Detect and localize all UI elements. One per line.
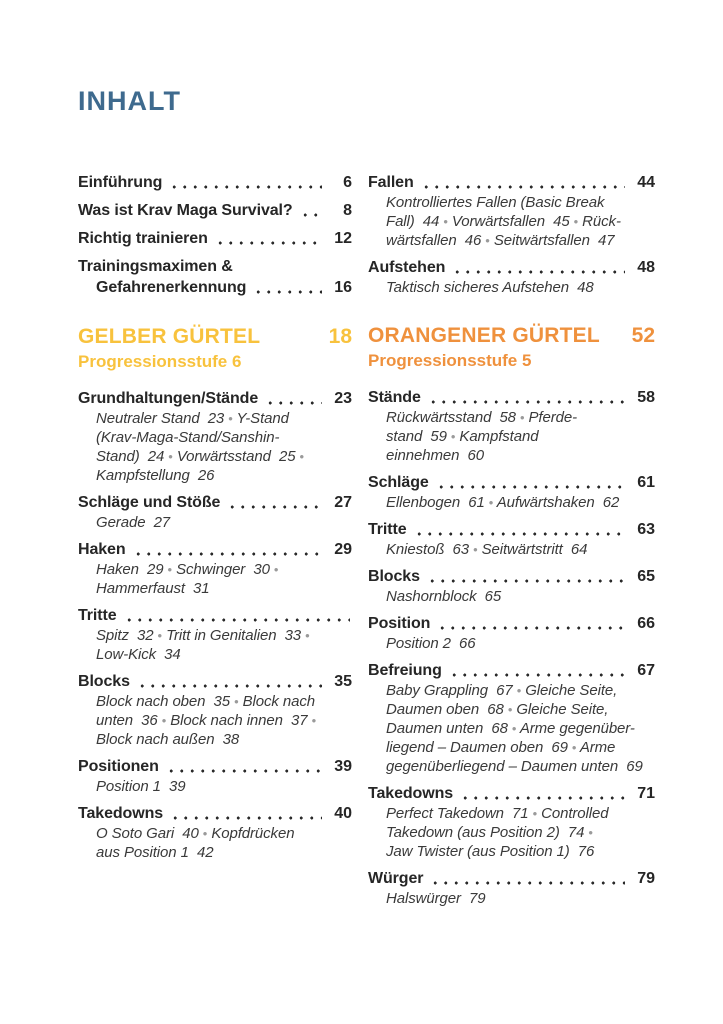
toc-entry-row bbox=[368, 172, 655, 193]
bullet-separator: • bbox=[571, 740, 577, 755]
toc-entry bbox=[368, 519, 655, 559]
toc-subentry-line: Kniestoß 63 • Seitwärtstritt 64 bbox=[386, 541, 588, 558]
toc-entry bbox=[368, 472, 655, 512]
toc-entry-row bbox=[78, 256, 352, 277]
toc-entry-label: Was ist Krav Maga Survival? bbox=[78, 202, 293, 219]
toc-columns bbox=[78, 172, 655, 915]
bullet-separator: • bbox=[161, 713, 167, 728]
toc-entry-row bbox=[368, 472, 655, 493]
leader-dots bbox=[164, 760, 322, 777]
toc-entry-row bbox=[78, 388, 352, 409]
toc-page-number: 61 bbox=[637, 474, 655, 491]
bullet-separator: • bbox=[516, 683, 522, 698]
bullet-separator: • bbox=[450, 429, 456, 444]
toc-entry bbox=[368, 387, 655, 465]
toc-subentry-line: Rückwärtsstand 58 • Pferde- bbox=[386, 409, 578, 426]
leader-dots bbox=[447, 664, 625, 681]
bullet-separator: • bbox=[202, 826, 208, 841]
bullet-separator: • bbox=[305, 628, 310, 643]
toc-subentry-line: Block nach außen 38 bbox=[96, 731, 240, 748]
toc-subentry-line: Gerade 27 bbox=[96, 514, 171, 531]
belt-title-row bbox=[78, 324, 352, 350]
bullet-separator: • bbox=[473, 542, 478, 557]
belt-title: ORANGENER GÜRTEL bbox=[368, 324, 600, 347]
toc-entry-label: Gefahrenerkennung bbox=[96, 279, 247, 296]
bullet-separator: • bbox=[157, 628, 162, 643]
toc-entry bbox=[78, 388, 352, 485]
toc-subentry-line: einnehmen 60 bbox=[386, 447, 484, 464]
toc-entry-label: Positionen bbox=[78, 758, 159, 775]
toc-subentry-line: Block nach oben 35 • Block nach bbox=[96, 693, 316, 710]
belt-subtitle: Progressionsstufe 6 bbox=[78, 352, 242, 371]
leader-dots bbox=[135, 675, 322, 692]
toc-subentry-line: Takedown (aus Position 2) 74 • bbox=[386, 824, 593, 841]
bullet-separator: • bbox=[228, 411, 233, 426]
leader-dots bbox=[213, 232, 322, 249]
toc-subentry-line: Fall) 44 • Vorwärtsfallen 45 • Rück- bbox=[386, 213, 621, 230]
toc-subentry-line: aus Position 1 42 bbox=[96, 844, 214, 861]
toc-entry-row bbox=[78, 200, 352, 221]
belt-page-number: 18 bbox=[328, 325, 352, 348]
toc-entry-label: Stände bbox=[368, 389, 421, 406]
toc-subentry-line: unten 36 • Block nach innen 37 • bbox=[96, 712, 317, 729]
toc-entry bbox=[78, 803, 352, 862]
toc-entry bbox=[368, 566, 655, 606]
toc-entry bbox=[368, 613, 655, 653]
toc-subentry-line: Daumen unten 68 • Arme gegenüber- bbox=[386, 720, 635, 737]
toc-subentry-line: Perfect Takedown 71 • Controlled bbox=[386, 805, 609, 822]
toc-entry-row bbox=[78, 228, 352, 249]
bullet-separator: • bbox=[507, 702, 513, 717]
toc-subentry-line: Low-Kick 34 bbox=[96, 646, 181, 663]
toc-subentry-line: Haken 29 • Schwinger 30 • bbox=[96, 561, 279, 578]
toc-entry bbox=[78, 671, 352, 749]
toc-entry-row bbox=[368, 660, 655, 681]
belt-subtitle: Progressionsstufe 5 bbox=[368, 351, 532, 370]
toc-page-number: 79 bbox=[637, 870, 655, 887]
toc-entry-row bbox=[78, 492, 352, 513]
toc-entry-row bbox=[368, 387, 655, 408]
toc-page-number: 66 bbox=[637, 615, 655, 632]
toc-subentry-line: Daumen oben 68 • Gleiche Seite, bbox=[386, 701, 609, 718]
toc-entry bbox=[78, 539, 352, 598]
leader-dots bbox=[251, 281, 322, 298]
toc-entry bbox=[368, 172, 655, 250]
toc-entry-label: Grundhaltungen/Stände bbox=[78, 390, 259, 407]
toc-page-number: 16 bbox=[334, 279, 352, 296]
toc-entry-label: Schläge und Stöße bbox=[78, 494, 221, 511]
toc-entry bbox=[78, 605, 352, 664]
bullet-separator: • bbox=[234, 694, 239, 709]
toc-subentry-line: O Soto Gari 40 • Kopfdrücken bbox=[96, 825, 295, 842]
toc-page-number: 48 bbox=[637, 259, 655, 276]
toc-subentry-line: Position 1 39 bbox=[96, 778, 186, 795]
toc-entry-label: Position bbox=[368, 615, 431, 632]
bullet-separator: • bbox=[511, 721, 517, 736]
leader-dots bbox=[263, 392, 322, 409]
toc-subentry-line: Spitz 32 • Tritt in Genitalien 33 • bbox=[96, 627, 310, 644]
leader-dots bbox=[425, 570, 625, 587]
toc-page-number: 29 bbox=[334, 541, 352, 558]
toc-entry-row bbox=[78, 539, 352, 560]
toc-entry bbox=[78, 228, 352, 249]
toc-page-number: 27 bbox=[334, 494, 352, 511]
toc-page-number: 44 bbox=[637, 174, 655, 191]
toc-subentry-line: liegend – Daumen oben 69 • Arme bbox=[386, 739, 616, 756]
leader-dots bbox=[122, 609, 350, 626]
toc-entry-label: Würger bbox=[368, 870, 424, 887]
toc-subentry-line: Neutraler Stand 23 • Y-Stand bbox=[96, 410, 289, 427]
leader-dots bbox=[168, 807, 322, 824]
bullet-separator: • bbox=[573, 214, 579, 229]
leader-dots bbox=[426, 391, 625, 408]
toc-entry-label: Trainingsmaximen & bbox=[78, 258, 233, 275]
toc-subentry-line: Kontrolliertes Fallen (Basic Break bbox=[386, 194, 605, 211]
toc-entry-label: Blocks bbox=[78, 673, 130, 690]
toc-entry-row bbox=[78, 803, 352, 824]
bullet-separator: • bbox=[488, 495, 494, 510]
toc-entry-label: Einführung bbox=[78, 174, 163, 191]
toc-column-left bbox=[78, 172, 352, 915]
page-title: INHALT bbox=[78, 86, 181, 116]
toc-entry-label: Fallen bbox=[368, 174, 414, 191]
leader-dots bbox=[131, 543, 322, 560]
toc-page-number: 63 bbox=[637, 521, 655, 538]
toc-entry-label: Schläge bbox=[368, 474, 429, 491]
toc-subentry-line: Taktisch sicheres Aufstehen 48 bbox=[386, 279, 594, 296]
bullet-separator: • bbox=[443, 214, 448, 229]
leader-dots bbox=[428, 872, 625, 889]
toc-subentry-line: gegenüberliegend – Daumen unten 69 bbox=[386, 758, 643, 775]
toc-entry bbox=[368, 868, 655, 908]
toc-entry-label: Takedowns bbox=[368, 785, 454, 802]
bullet-separator: • bbox=[311, 713, 317, 728]
toc-page-number: 65 bbox=[637, 568, 655, 585]
belt-page-number: 52 bbox=[631, 324, 655, 347]
toc-subentry-line: Kampfstellung 26 bbox=[96, 467, 215, 484]
bullet-separator: • bbox=[299, 449, 304, 464]
toc-page-number: 40 bbox=[334, 805, 352, 822]
leader-dots bbox=[419, 176, 625, 193]
toc-entry bbox=[78, 172, 352, 193]
toc-entry-label: Richtig trainieren bbox=[78, 230, 208, 247]
toc-subentry-line: (Krav-Maga-Stand/Sanshin- bbox=[96, 429, 280, 446]
toc-entry bbox=[368, 783, 655, 861]
toc-entry-row bbox=[368, 519, 655, 540]
toc-subentry-line: Stand) 24 • Vorwärtsstand 25 • bbox=[96, 448, 304, 465]
belt-section-header bbox=[368, 323, 655, 373]
toc-subentry-line: Baby Grappling 67 • Gleiche Seite, bbox=[386, 682, 618, 699]
toc-entry-label: Blocks bbox=[368, 568, 420, 585]
bullet-separator: • bbox=[532, 806, 538, 821]
toc-subentry-line: Ellenbogen 61 • Aufwärtshaken 62 bbox=[386, 494, 620, 511]
toc-subentry-line: Hammerfaust 31 bbox=[96, 580, 210, 597]
bullet-separator: • bbox=[168, 449, 173, 464]
toc-entry-row bbox=[368, 783, 655, 804]
toc-page-number: 39 bbox=[334, 758, 352, 775]
bullet-separator: • bbox=[167, 562, 172, 577]
toc-page-number: 58 bbox=[637, 389, 655, 406]
leader-dots bbox=[225, 496, 322, 513]
toc-entry-label: Tritte bbox=[78, 607, 117, 624]
toc-page-number: 35 bbox=[334, 673, 352, 690]
bullet-separator: • bbox=[588, 825, 593, 840]
toc-entry bbox=[78, 756, 352, 796]
leader-dots bbox=[435, 617, 625, 634]
belt-section-header bbox=[78, 324, 352, 374]
toc-page-number: 67 bbox=[637, 662, 655, 679]
bullet-separator: • bbox=[273, 562, 279, 577]
toc-entry bbox=[78, 200, 352, 221]
toc-page-number: 71 bbox=[637, 785, 655, 802]
toc-entry bbox=[78, 256, 352, 298]
bullet-separator: • bbox=[485, 233, 490, 248]
toc-entry-row bbox=[368, 868, 655, 889]
toc-column-right bbox=[368, 172, 655, 915]
leader-dots bbox=[167, 176, 322, 193]
toc-entry-row bbox=[78, 756, 352, 777]
toc-entry-label: Befreiung bbox=[368, 662, 442, 679]
toc-page-number: 12 bbox=[334, 230, 352, 247]
toc-entry-row bbox=[368, 613, 655, 634]
toc-page-number: 8 bbox=[343, 202, 352, 219]
toc-entry bbox=[368, 257, 655, 297]
leader-dots bbox=[450, 261, 625, 278]
belt-title: GELBER GÜRTEL bbox=[78, 325, 261, 348]
toc-entry-row bbox=[78, 172, 352, 193]
toc-entry-label: Aufstehen bbox=[368, 259, 446, 276]
toc-entry-label: Takedowns bbox=[78, 805, 164, 822]
leader-dots bbox=[298, 204, 322, 221]
toc-subentry-line: wärtsfallen 46 • Seitwärtsfallen 47 bbox=[386, 232, 615, 249]
toc-subentry-line: Jaw Twister (aus Position 1) 76 bbox=[386, 843, 595, 860]
toc-entry-label: Tritte bbox=[368, 521, 407, 538]
toc-entry-row bbox=[368, 566, 655, 587]
toc-entry-row bbox=[78, 277, 352, 298]
leader-dots bbox=[412, 523, 625, 540]
toc-subentry-line: Nashornblock 65 bbox=[386, 588, 502, 605]
toc-page-number: 6 bbox=[343, 174, 352, 191]
toc-subentry-line: Position 2 66 bbox=[386, 635, 476, 652]
toc-entry bbox=[78, 492, 352, 532]
leader-dots bbox=[458, 787, 625, 804]
toc-entry-row bbox=[368, 257, 655, 278]
toc-subentry-line: Halswürger 79 bbox=[386, 890, 486, 907]
leader-dots bbox=[434, 476, 625, 493]
bullet-separator: • bbox=[520, 410, 525, 425]
toc-entry-row bbox=[78, 671, 352, 692]
belt-title-row bbox=[368, 323, 655, 349]
toc-entry-label: Haken bbox=[78, 541, 126, 558]
toc-entry bbox=[368, 660, 655, 776]
toc-page-number: 23 bbox=[334, 390, 352, 407]
toc-entry-row bbox=[78, 605, 352, 626]
toc-subentry-line: stand 59 • Kampfstand bbox=[386, 428, 539, 445]
